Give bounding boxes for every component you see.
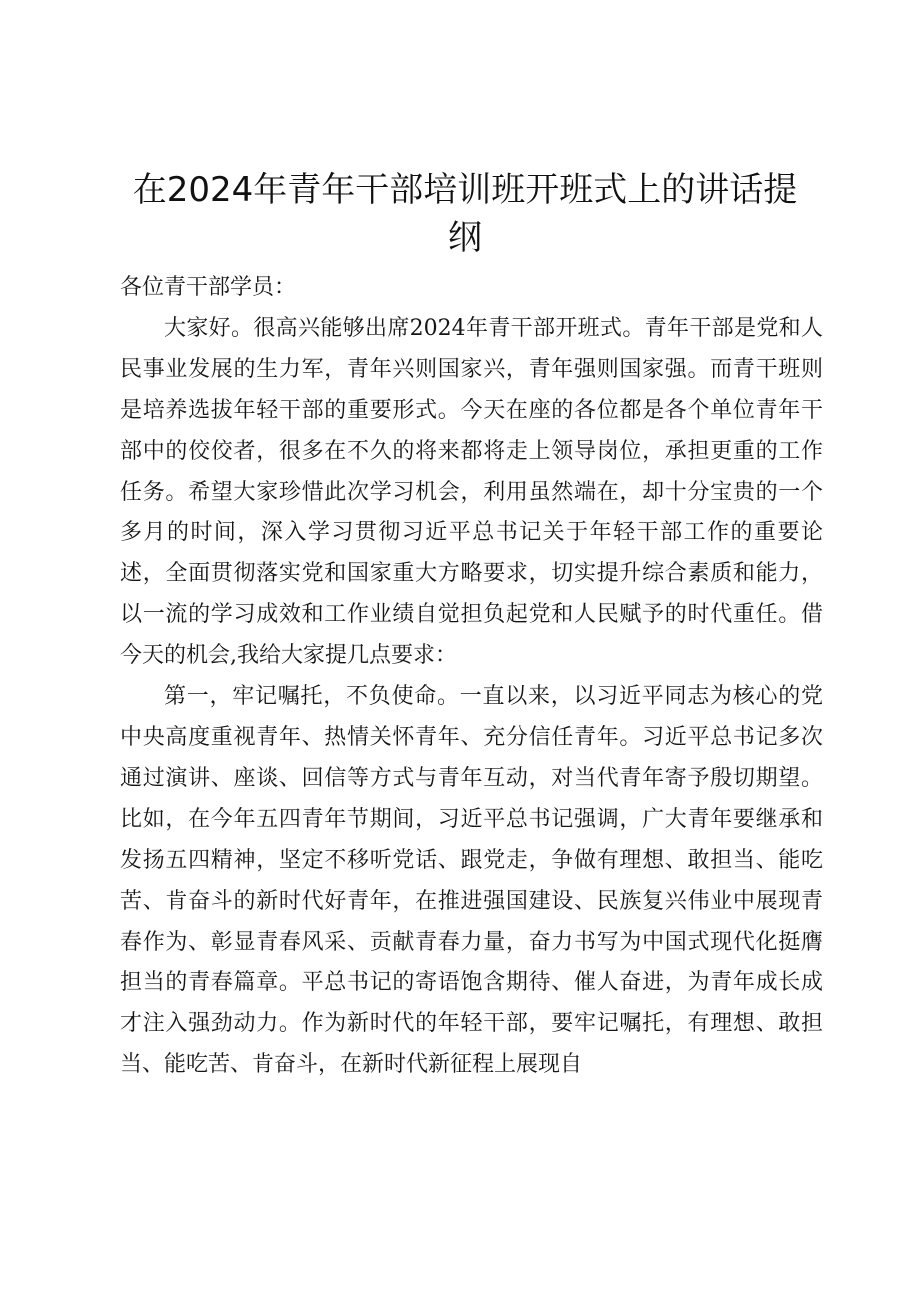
salutation: 各位青干部学员： bbox=[120, 275, 297, 300]
paragraph-first-point: 第一，牢记嘱托，不负使命。一直以来，以习近平同志为核心的党中央高度重视青年、热情关怀青年、充分信任青年。习近平总书记多次通过演讲、座谈、回信等方式与青年互动，对当代青年寄予殷切期望。比如，在今年五四青年节期间，习近平总书记强调，广大青年要继承和发扬五四精神，坚定不移听党话、跟党走，争做有理想、敢担当、能吃苦、肯奋斗的新时代好青年，在推进强国建设、民族复兴伟业中展现青春作为、彰显青春风采、贡献青春力量，奋力书写为中国式现代化挺膺担当的青春篇章。平总书记的寄语饱含期待、催人奋进，为青年成长成才注入强劲动力。作为新时代的年轻干部，要牢记嘱托，有理想、敢担当、能吃苦、肯奋斗，在新时代新征程上展现自 bbox=[120, 684, 823, 1078]
paragraph-opening: 大家好。很高兴能够出席2024年青干部开班式。青年干部是党和人民事业发展的生力军，青年兴则国家兴，青年强则国家强。而青干班则是培养选拔年轻干部的重要形式。今天在座的各位都是各个单位青年干部中的佼佼者，很多在不久的将来都将走上领导岗位，承担更重的工作任务。希望大家珍惜此次学习机会，利用虽然端在，却十分宝贵的一个多月的时间，深入学习贯彻习近平总书记关于年轻干部工作的重要论述，全面贯彻落实党和国家重大方略要求，切实提升综合素质和能力，以一流的学习成效和工作业绩自觉担负起党和人民赋予的时代重任。借今天的机会,我给大家提几点要求： bbox=[120, 315, 823, 669]
document-title: 在2024年青年干部培训班开班式上的讲话提纲 bbox=[132, 170, 798, 258]
document-body bbox=[120, 268, 823, 1086]
